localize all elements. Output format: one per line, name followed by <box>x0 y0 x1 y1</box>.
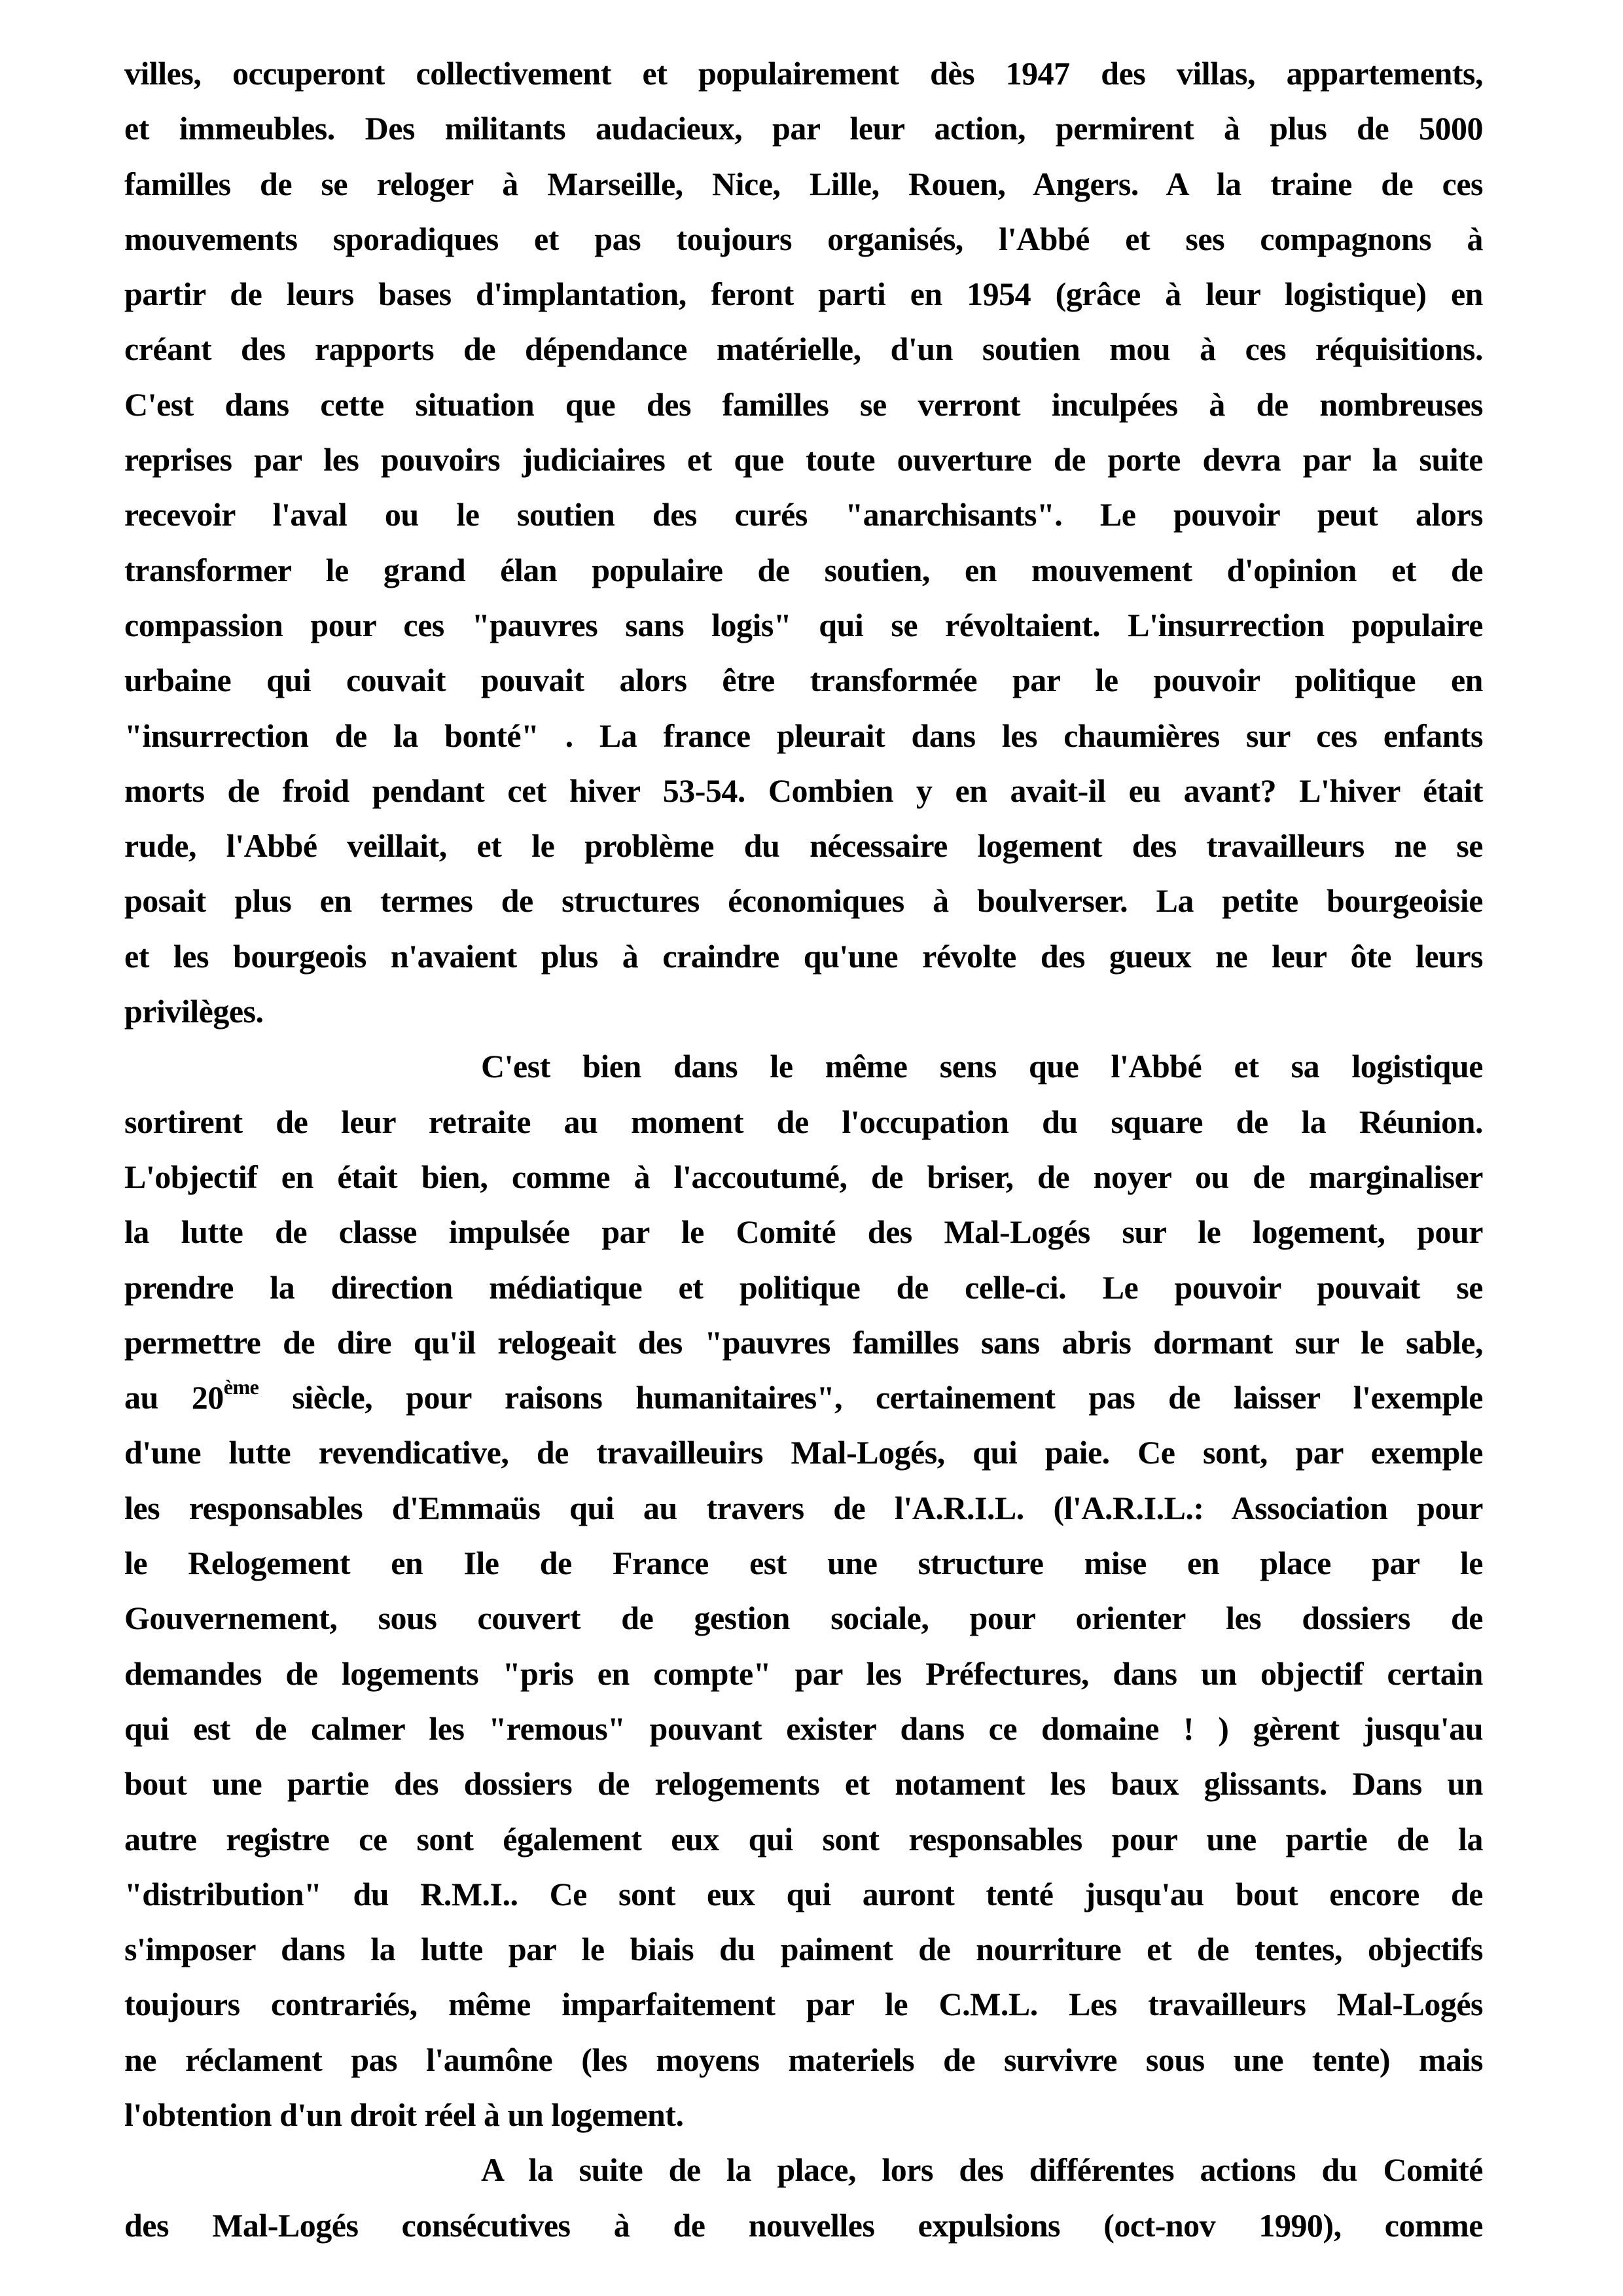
superscript-ordinal: ème <box>223 1375 259 1399</box>
text-line: C'est dans cette situation que des familles se verront inculpées à de nombreuses <box>124 386 1483 423</box>
text-line: posait plus en termes de structures économiques à boulverser. La petite bourgeoisie <box>124 882 1483 920</box>
text-line: "insurrection de la bonté" . La france pleurait dans les chaumières sur ces enfants <box>124 717 1483 754</box>
text-line: prendre la direction médiatique et politique de celle-ci. Le pouvoir pouvait se <box>124 1268 1483 1306</box>
text-line: d'une lutte revendicative, de travailleuirs Mal-Logés, qui paie. Ce sont, par exemple <box>124 1434 1483 1471</box>
text-line: A la suite de la place, lors des différentes actions du Comité <box>481 2151 1483 2189</box>
text-line: Gouvernement, sous couvert de gestion sociale, pour orienter les dossiers de <box>124 1600 1483 1637</box>
text-line: des Mal-Logés consécutives à de nouvelles expulsions (oct-nov 1990), comme <box>124 2206 1483 2244</box>
text-segment: siècle, pour raisons humanitaires", certainement pas de laisser l'exemple <box>259 1379 1484 1416</box>
text-line: la lutte de classe impulsée par le Comité des Mal-Logés sur le logement, pour <box>124 1213 1483 1251</box>
text-line: familles de se reloger à Marseille, Nice, Lille, Rouen, Angers. A la traine de ces <box>124 165 1483 202</box>
text-line: reprises par les pouvoirs judiciaires et que toute ouverture de porte devra par la suite <box>124 441 1483 478</box>
text-line: bout une partie des dossiers de relogements et notament les baux glissants. Dans un <box>124 1765 1483 1803</box>
text-line: créant des rapports de dépendance matérielle, d'un soutien mou à ces réquisitions. <box>124 331 1483 368</box>
text-line: mouvements sporadiques et pas toujours organisés, l'Abbé et ses compagnons à <box>124 220 1483 257</box>
paragraph <box>124 1039 1483 2142</box>
text-line: permettre de dire qu'il relogeait des "pauvres familles sans abris dormant sur le sable, <box>124 1323 1483 1361</box>
text-line <box>124 1370 1483 1425</box>
text-line: autre registre ce sont également eux qui sont responsables pour une partie de la <box>124 1820 1483 1857</box>
text-line: C'est bien dans le même sens que l'Abbé et sa logistique <box>481 1048 1483 1085</box>
text-segment: au 20 <box>124 1379 224 1416</box>
text-line: villes, occuperont collectivement et populairement dès 1947 des villas, appartements, <box>124 55 1483 92</box>
text-line: rude, l'Abbé veillait, et le problème du nécessaire logement des travailleurs ne se <box>124 827 1483 865</box>
text-line: sortirent de leur retraite au moment de l'occupation du square de la Réunion. <box>124 1103 1483 1140</box>
text-line: et immeubles. Des militants audacieux, par leur action, permirent à plus de 5000 <box>124 110 1483 147</box>
body-text <box>124 46 1483 2253</box>
text-line: partir de leurs bases d'implantation, feront parti en 1954 (grâce à leur logistique) en <box>124 276 1483 313</box>
paragraph <box>124 2142 1483 2253</box>
text-line: L'objectif en était bien, comme à l'accoutumé, de briser, de noyer ou de marginaliser <box>124 1158 1483 1195</box>
text-line: l'obtention d'un droit réel à un logement. <box>124 2096 684 2133</box>
text-line: compassion pour ces "pauvres sans logis" qui se révoltaient. L'insurrection populaire <box>124 606 1483 643</box>
text-line: le Relogement en Ile de France est une structure mise en place par le <box>124 1545 1483 1582</box>
text-line: "distribution" du R.M.I.. Ce sont eux qui auront tenté jusqu'au bout encore de <box>124 1875 1483 1912</box>
text-line: toujours contrariés, même imparfaitement par le C.M.L. Les travailleurs Mal-Logés <box>124 1986 1483 2023</box>
text-line: qui est de calmer les "remous" pouvant exister dans ce domaine ! ) gèrent jusqu'au <box>124 1710 1483 1747</box>
paragraph <box>124 46 1483 1039</box>
text-line: urbaine qui couvait pouvait alors être transformée par le pouvoir politique en <box>124 662 1483 699</box>
text-line: les responsables d'Emmaüs qui au travers de l'A.R.I.L. (l'A.R.I.L.: Association pour <box>124 1489 1483 1526</box>
text-line: recevoir l'aval ou le soutien des curés "anarchisants". Le pouvoir peut alors <box>124 496 1483 533</box>
text-line: s'imposer dans la lutte par le biais du paiment de nourriture et de tentes, objectifs <box>124 1931 1483 1968</box>
document-page <box>124 46 1483 2253</box>
text-line: ne réclament pas l'aumône (les moyens materiels de survivre sous une tente) mais <box>124 2041 1483 2078</box>
text-line: privilèges. <box>124 993 264 1030</box>
text-line: transformer le grand élan populaire de soutien, en mouvement d'opinion et de <box>124 551 1483 588</box>
text-line: demandes de logements "pris en compte" par les Préfectures, dans un objectif certain <box>124 1655 1483 1692</box>
text-line: et les bourgeois n'avaient plus à craindre qu'une révolte des gueux ne leur ôte leurs <box>124 937 1483 975</box>
text-line: morts de froid pendant cet hiver 53-54. Combien y en avait-il eu avant? L'hiver était <box>124 772 1483 809</box>
